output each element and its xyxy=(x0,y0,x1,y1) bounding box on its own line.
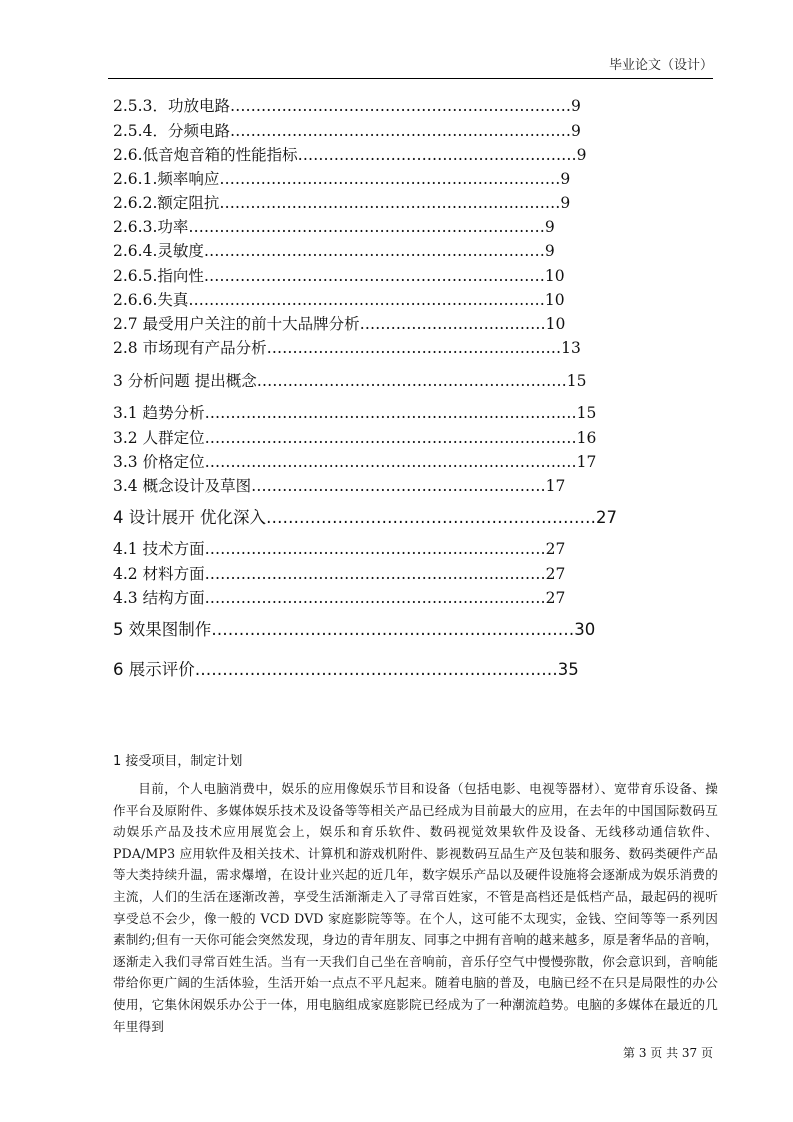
toc-entry[interactable]: 2.6.6.失真……………………………………………………………10 xyxy=(113,291,565,309)
toc-entry[interactable]: 3.2 人群定位………………………………………………………………16 xyxy=(113,429,597,447)
toc-entry[interactable]: 4 设计展开 优化深入……………………………………………………27 xyxy=(113,508,617,527)
toc-entry[interactable]: 2.5.4．分频电路…………………………………………………………9 xyxy=(113,122,581,140)
section-body: 目前，个人电脑消费中，娱乐的应用像娱乐节目和设备（包括电影、电视等器材）、宽带育乐设备、操作平台及原附件、多媒体娱乐技术及设备等等相关产品已经成为目前最大的应用，在去年的中国国际数码互动娱乐产品及技术应用展览会上，娱乐和育乐软件、数码视觉效果软件及设备、无线移动通信软件、PDA/MP3 应用软件及相关技术、计算机和游戏机附件、影视数码互品生产及包装和服务、数码类硬件产品等大类持续升温，需求爆增，在设计业兴起的近几年，数字娱乐产品以及硬件设施将会逐渐成为娱乐消费的主流，人们的生活在逐渐改善，享受生活渐渐走入了寻常百姓家，不管是高档还是低档产品，最起码的视听享受总不会少，像一般的 VCD DVD 家庭影院等等。在个人，这可能不太现实，金钱、空间等等一系列因素制约;但有一天你可能会突然发现，身边的青年朋友、同事之中拥有音响的越来越多，原是奢华品的音响，逐渐走入我们寻常百姓生活。当有一天我们自己坐在音响前，音乐仔空气中慢慢弥散，你会意识到，音响能带给你更广阔的生活体验，生活开始一点点不平凡起来。随着电脑的普及，电脑已经不在只是局限性的办公使用，它集休闲娱乐办公于一体，用电脑组成家庭影院已经成为了一种潮流趋势。电脑的多媒体在最近的几年里得到 xyxy=(113,781,718,1034)
toc-entry[interactable]: 2.6.2.额定阻抗…………………………………………………………9 xyxy=(113,194,571,212)
toc-entry[interactable]: 2.6.5.指向性…………………………………………………………10 xyxy=(113,267,565,285)
toc-entry[interactable]: 2.6.1.频率响应…………………………………………………………9 xyxy=(113,170,571,188)
toc-entry[interactable]: 4.1 技术方面…………………………………………………………27 xyxy=(113,540,566,558)
toc-entry[interactable]: 2.6.低音炮音箱的性能指标………………………………………………9 xyxy=(113,146,587,164)
toc-entry[interactable]: 4.2 材料方面…………………………………………………………27 xyxy=(113,565,566,583)
toc-entry[interactable]: 2.6.4.灵敏度…………………………………………………………9 xyxy=(113,242,555,260)
toc-entry[interactable]: 3.1 趋势分析………………………………………………………………15 xyxy=(113,404,597,422)
header-divider xyxy=(108,78,713,79)
toc-entry[interactable]: 4.3 结构方面…………………………………………………………27 xyxy=(113,589,566,607)
toc-entry[interactable]: 2.8 市场现有产品分析…………………………………………………13 xyxy=(113,339,581,357)
toc-entry[interactable]: 2.7 最受用户关注的前十大品牌分析………………………………10 xyxy=(113,315,566,333)
toc-entry[interactable]: 5 效果图制作…………………………………………………………30 xyxy=(113,620,596,639)
toc-entry[interactable]: 3 分析问题 提出概念……………………………………………………15 xyxy=(113,372,587,390)
page-footer: 第 3 页 共 37 页 xyxy=(623,1046,713,1060)
header-title: 毕业论文（设计） xyxy=(608,58,713,73)
toc-entry[interactable]: 2.5.3．功放电路…………………………………………………………9 xyxy=(113,97,581,115)
toc-entry[interactable]: 2.6.3.功率……………………………………………………………9 xyxy=(113,218,555,236)
toc-entry[interactable]: 3.4 概念设计及草图…………………………………………………17 xyxy=(113,477,566,495)
section-heading: 1 接受项目，制定计划 xyxy=(113,754,243,769)
toc-entry[interactable]: 6 展示评价…………………………………………………………35 xyxy=(113,660,579,679)
toc-entry[interactable]: 3.3 价格定位………………………………………………………………17 xyxy=(113,453,597,471)
